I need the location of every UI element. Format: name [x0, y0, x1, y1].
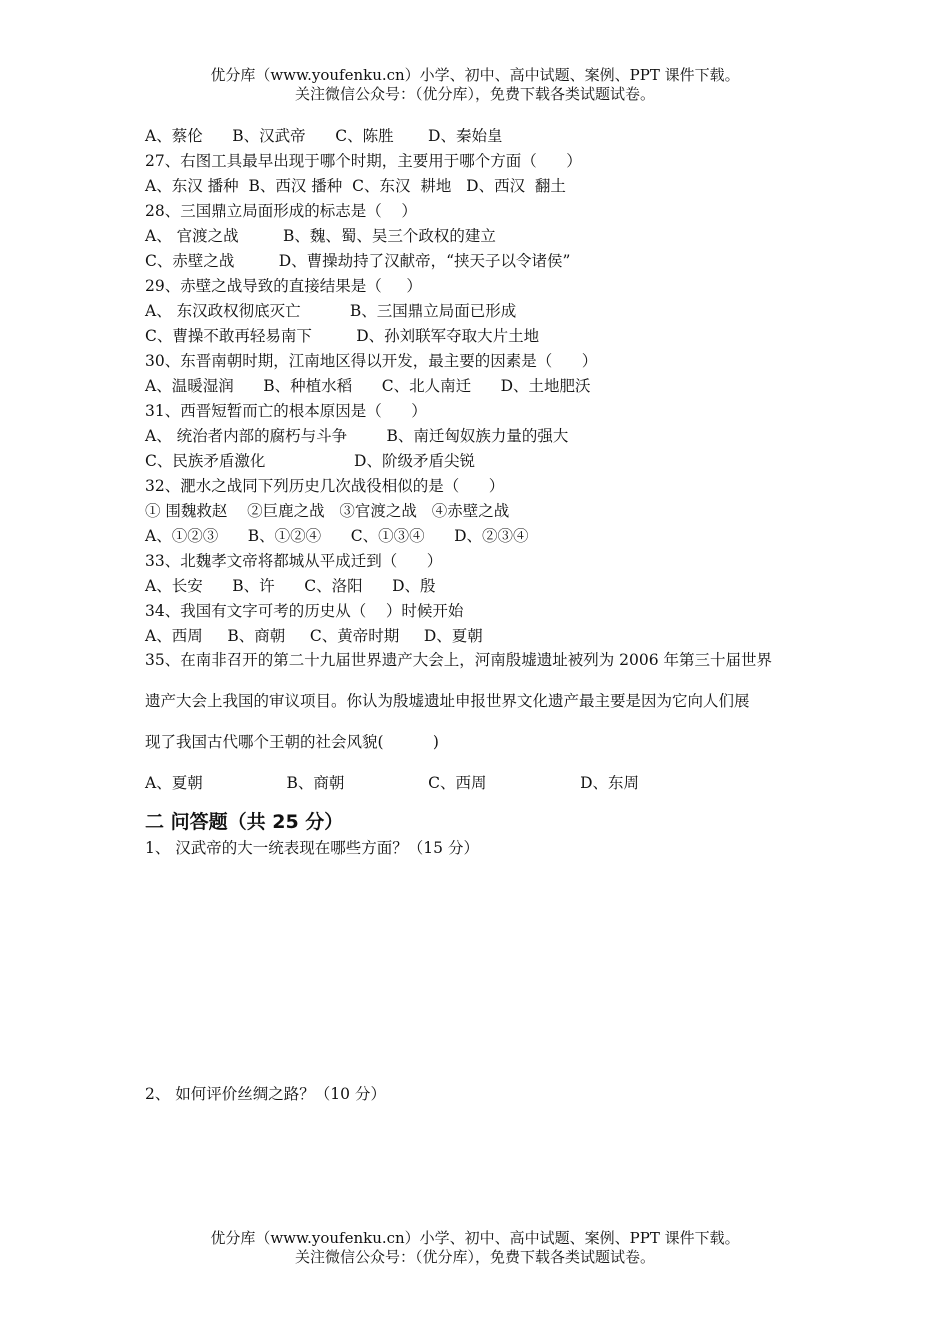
q35-line-1: 35、在南非召开的第二十九届世界遗产大会上，河南殷墟遗址被列为 2006 年第三十届世界: [145, 651, 773, 669]
q28-options-ab: A、 官渡之战 B、魏、蜀、吴三个政权的建立: [145, 227, 496, 245]
essay-question-2: 2、 如何评价丝绸之路？（10 分）: [145, 1085, 386, 1103]
q29-stem: 29、赤壁之战导致的直接结果是（ ）: [145, 277, 422, 295]
page-header: [0, 66, 950, 104]
q35-options: A、夏朝 B、商朝 C、西周 D、东周: [145, 774, 640, 792]
q35-line-2: 遗产大会上我国的审议项目。你认为殷墟遗址申报世界文化遗产最主要是因为它向人们展: [145, 692, 750, 710]
essay-question-1: 1、 汉武帝的大一统表现在哪些方面？（15 分）: [145, 839, 479, 857]
q31-options-cd: C、民族矛盾激化 D、阶级矛盾尖锐: [145, 452, 475, 470]
q28-stem: 28、三国鼎立局面形成的标志是（ ）: [145, 202, 417, 220]
q33-options: A、长安 B、许 C、洛阳 D、殷: [145, 577, 436, 595]
q27-stem: 27、右图工具最早出现于哪个时期，主要用于哪个方面（ ）: [145, 152, 582, 170]
q35-line-3: 现了我国古代哪个王朝的社会风貌( ): [145, 733, 439, 751]
header-line-2: 关注微信公众号：（优分库），免费下载各类试题试卷。: [294, 85, 655, 103]
q34-options: A、西周 B、商朝 C、黄帝时期 D、夏朝: [145, 627, 483, 645]
q33-stem: 33、北魏孝文帝将都城从平成迁到（ ）: [145, 552, 443, 570]
q28-options-cd: C、赤壁之战 D、曹操劫持了汉献帝，“挟天子以令诸侯”: [145, 252, 571, 270]
footer-line-2: 关注微信公众号：（优分库），免费下载各类试题试卷。: [294, 1248, 655, 1266]
q30-options: A、温暖湿润 B、种植水稻 C、北人南迁 D、土地肥沃: [145, 377, 591, 395]
q32-stem: 32、淝水之战同下列历史几次战役相似的是（ ）: [145, 477, 505, 495]
exam-content: [145, 124, 825, 861]
q34-stem: 34、我国有文字可考的历史从（ ）时候开始: [145, 602, 464, 620]
section-2-title: 二 问答题（共 25 分）: [145, 811, 344, 833]
q26-options: A、蔡伦 B、汉武帝 C、陈胜 D、秦始皇: [145, 127, 503, 145]
q29-options-cd: C、曹操不敢再轻易南下 D、孙刘联军夺取大片土地: [145, 327, 540, 345]
q30-stem: 30、东晋南朝时期，江南地区得以开发，最主要的因素是（ ）: [145, 352, 598, 370]
q29-options-ab: A、 东汉政权彻底灭亡 B、三国鼎立局面已形成: [145, 302, 517, 320]
q32-items: ① 围魏救赵 ②巨鹿之战 ③官渡之战 ④赤壁之战: [145, 502, 510, 520]
q31-stem: 31、西晋短暂而亡的根本原因是（ ）: [145, 402, 427, 420]
header-line-1: 优分库（www.youfenku.cn）小学、初中、高中试题、案例、PPT 课件下载。: [210, 66, 740, 84]
page-footer: [0, 1229, 950, 1267]
q31-options-ab: A、 统治者内部的腐朽与斗争 B、南迁匈奴族力量的强大: [145, 427, 569, 445]
q27-options: A、东汉 播种 B、西汉 播种 C、东汉 耕地 D、西汉 翻土: [145, 177, 566, 195]
q32-options: A、①②③ B、①②④ C、①③④ D、②③④: [145, 527, 529, 545]
footer-line-1: 优分库（www.youfenku.cn）小学、初中、高中试题、案例、PPT 课件下载。: [210, 1229, 740, 1247]
